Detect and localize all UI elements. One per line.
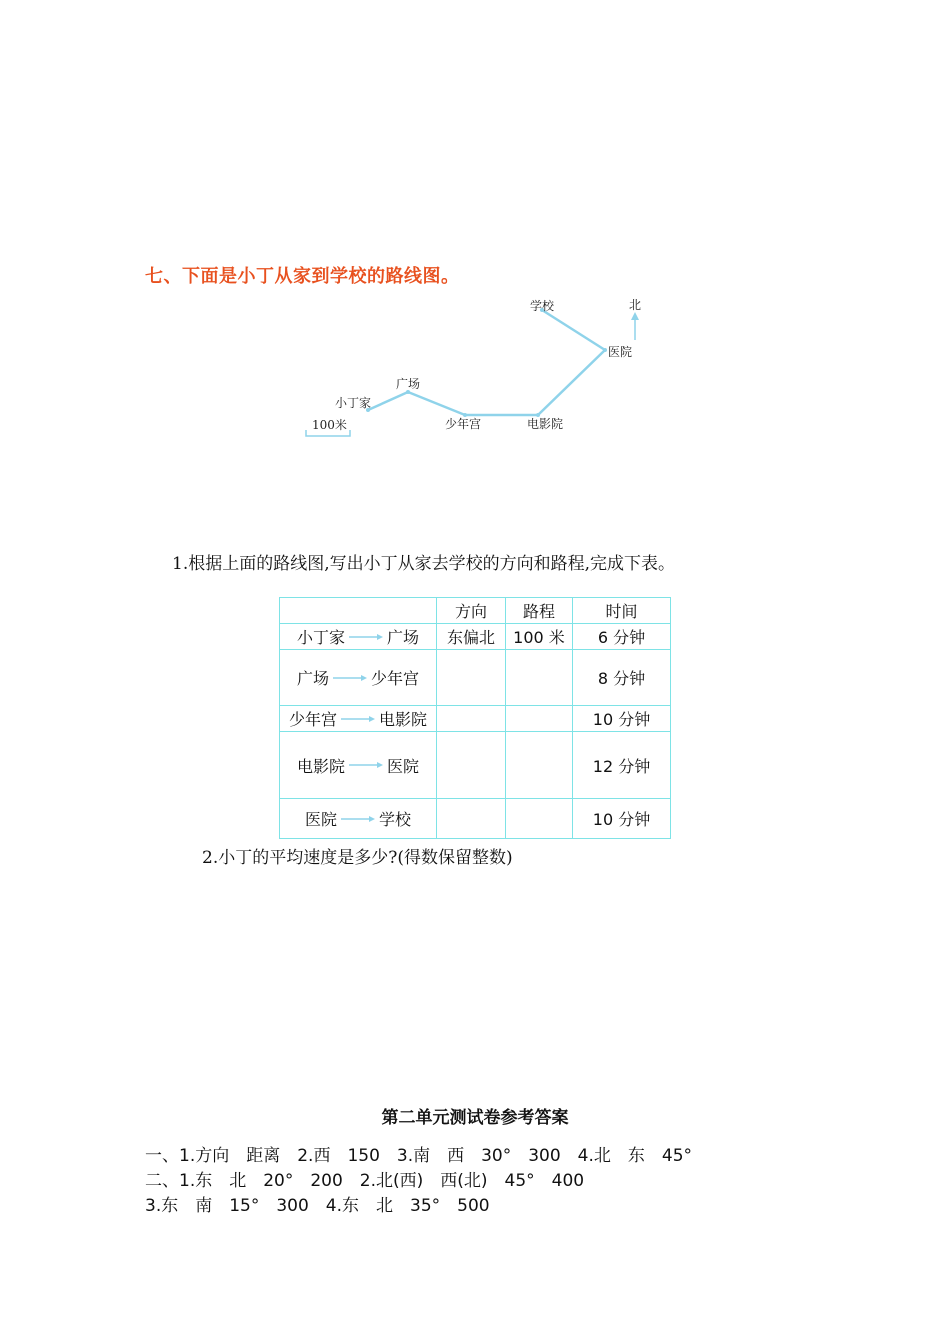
- distance-cell[interactable]: [506, 650, 573, 706]
- table-row: [280, 706, 671, 732]
- direction-cell[interactable]: [437, 650, 506, 706]
- answer-key-title: 第二单元测试卷参考答案: [381, 1108, 569, 1128]
- arrow-right-icon: [341, 714, 375, 724]
- arrow-right-icon: [349, 632, 383, 642]
- answer-line-2: 二、1.东 北 20° 200 2.北(西) 西(北) 45° 400: [145, 1171, 585, 1191]
- header-segment: [280, 598, 437, 624]
- segment-cell: [280, 732, 437, 799]
- section-title: 七、下面是小丁从家到学校的路线图。: [145, 266, 460, 287]
- route-table: [279, 597, 671, 839]
- segment-from: 广场: [296, 669, 329, 688]
- direction-cell[interactable]: [437, 799, 506, 839]
- table-row: [280, 624, 671, 650]
- label-square: 广场: [396, 377, 421, 391]
- route-line: [368, 310, 605, 415]
- segment-to: 医院: [387, 756, 420, 776]
- distance-cell[interactable]: [506, 799, 573, 839]
- arrow-right-icon: [349, 760, 383, 770]
- table-row: [280, 732, 671, 799]
- time-cell: 6 分钟: [573, 624, 671, 650]
- segment-to: 电影院: [379, 710, 428, 729]
- direction-cell[interactable]: [437, 732, 506, 799]
- segment-cell: [280, 650, 437, 706]
- distance-cell: 100 米: [506, 624, 573, 650]
- north-arrow-icon: [631, 312, 639, 320]
- arrow-right-icon: [333, 673, 367, 683]
- segment-cell: [280, 799, 437, 839]
- question-1: 1.根据上面的路线图,写出小丁从家去学校的方向和路程,完成下表。: [172, 554, 676, 574]
- segment-from: 少年宫: [288, 710, 337, 729]
- header-distance: 路程: [506, 598, 573, 624]
- direction-cell: 东偏北: [437, 624, 506, 650]
- route-map: [300, 290, 660, 450]
- direction-cell[interactable]: [437, 706, 506, 732]
- segment-cell: [280, 706, 437, 732]
- time-cell: 8 分钟: [573, 650, 671, 706]
- header-direction: 方向: [437, 598, 506, 624]
- table-row: [280, 799, 671, 839]
- distance-cell[interactable]: [506, 732, 573, 799]
- north-label: 北: [629, 298, 642, 312]
- scale-label: 100米: [312, 418, 347, 432]
- point-hospital: [603, 348, 607, 352]
- segment-to: 广场: [387, 628, 420, 647]
- arrow-right-icon: [341, 814, 375, 824]
- segment-from: 电影院: [296, 756, 345, 776]
- distance-cell[interactable]: [506, 706, 573, 732]
- segment-to: 少年宫: [371, 669, 420, 688]
- segment-cell: [280, 624, 437, 650]
- time-cell: 10 分钟: [573, 706, 671, 732]
- time-cell: 10 分钟: [573, 799, 671, 839]
- time-cell: 12 分钟: [573, 732, 671, 799]
- label-cinema: 电影院: [527, 417, 564, 431]
- segment-from: 医院: [304, 810, 337, 829]
- answer-line-1: 一、1.方向 距离 2.西 150 3.南 西 30° 300 4.北 东 45°: [145, 1146, 693, 1166]
- label-youth-palace: 少年宫: [445, 417, 482, 431]
- label-hospital: 医院: [608, 345, 633, 359]
- question-2: 2.小丁的平均速度是多少?(得数保留整数): [202, 848, 513, 868]
- label-home: 小丁家: [335, 396, 372, 410]
- label-school: 学校: [530, 299, 555, 313]
- answer-line-3: 3.东 南 15° 300 4.东 北 35° 500: [145, 1196, 490, 1216]
- segment-to: 学校: [379, 810, 412, 829]
- table-header-row: [280, 598, 671, 624]
- table-row: [280, 650, 671, 706]
- header-time: 时间: [573, 598, 671, 624]
- segment-from: 小丁家: [296, 628, 345, 647]
